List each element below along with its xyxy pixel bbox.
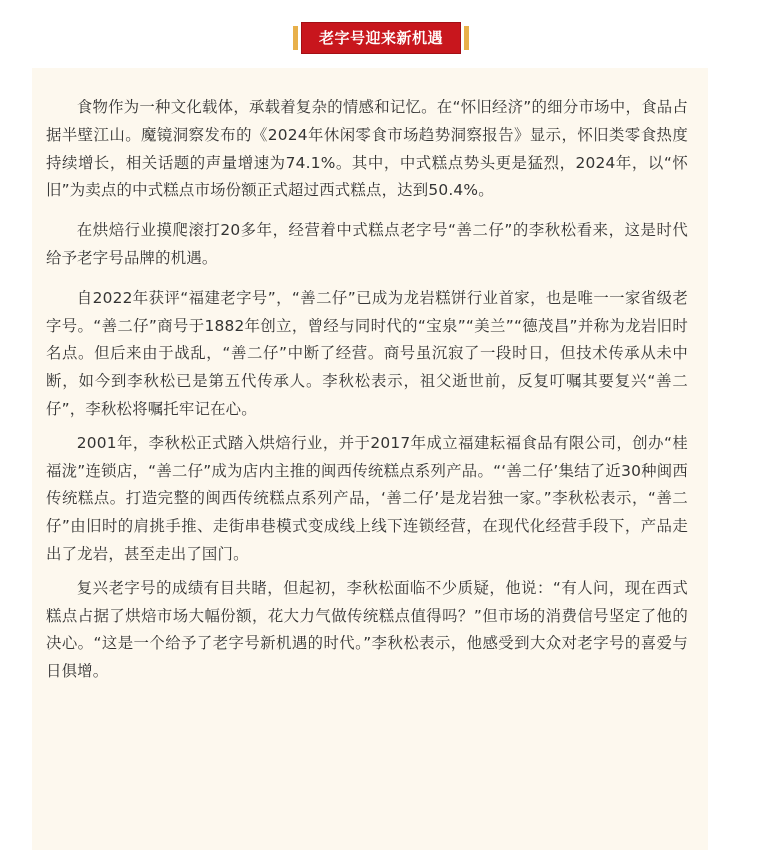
paragraph-1: 食物作为一种文化载体，承载着复杂的情感和记忆。在“怀旧经济”的细分市场中，食品占据半壁江山。魔镜洞察发布的《2024年休闲零食市场趋势洞察报告》显示，怀旧类零食热度持续增长，相关话题的声量增速为74.1%。其中，中式糕点势头更是猛烈，2024年，以“怀旧”为卖点的中式糕点市场份额正式超过西式糕点，达到50.4%。 — [46, 98, 688, 200]
paragraph-4: 2001年，李秋松正式踏入烘焙行业，并于2017年成立福建耘福食品有限公司，创办“桂福泷”连锁店，“善二仔”成为店内主推的闽西传统糕点系列产品。“‘善二仔’集结了近30种闽西传统糕点。打造完整的闽西传统糕点系列产品，‘善二仔’是龙岩独一家。”李秋松表示，“善二仔”由旧时的肩挑手推、走街串巷模式变成线上线下连锁经营，在现代化经营手段下，产品走出了龙岩，甚至走出了国门。 — [46, 433, 688, 563]
section-title-banner: 老字号迎来新机遇 — [301, 22, 461, 54]
paragraph-3: 自2022年获评“福建老字号”，“善二仔”已成为龙岩糕饼行业首家，也是唯一一家省级老字号。“善二仔”商号于1882年创立，曾经与同时代的“宝泉”“美兰”“德茂昌”并称为龙岩旧时名点。但后来由于战乱，“善二仔”中断了经营。商号虽沉寂了一段时日，但技术传承从未中断，如今到李秋松已是第五代传承人。李秋松表示，祖父逝世前，反复叮嘱其要复兴“善二仔”，李秋松将嘱托牢记在心。 — [46, 288, 688, 418]
title-wrap — [0, 22, 762, 54]
paragraph-2: 在烘焙行业摸爬滚打20多年，经营着中式糕点老字号“善二仔”的李秋松看来，这是时代给予老字号品牌的机遇。 — [46, 221, 688, 267]
paragraph-5: 复兴老字号的成绩有目共睹，但起初，李秋松面临不少质疑，他说：“有人问，现在西式糕点占据了烘焙市场大幅份额，花大力气做传统糕点值得吗？”但市场的消费信号坚定了他的决心。“这是一个给予了老字号新机遇的时代。”李秋松表示，他感受到大众对老字号的喜爱与日俱增。 — [46, 578, 688, 681]
article-body — [32, 68, 708, 850]
